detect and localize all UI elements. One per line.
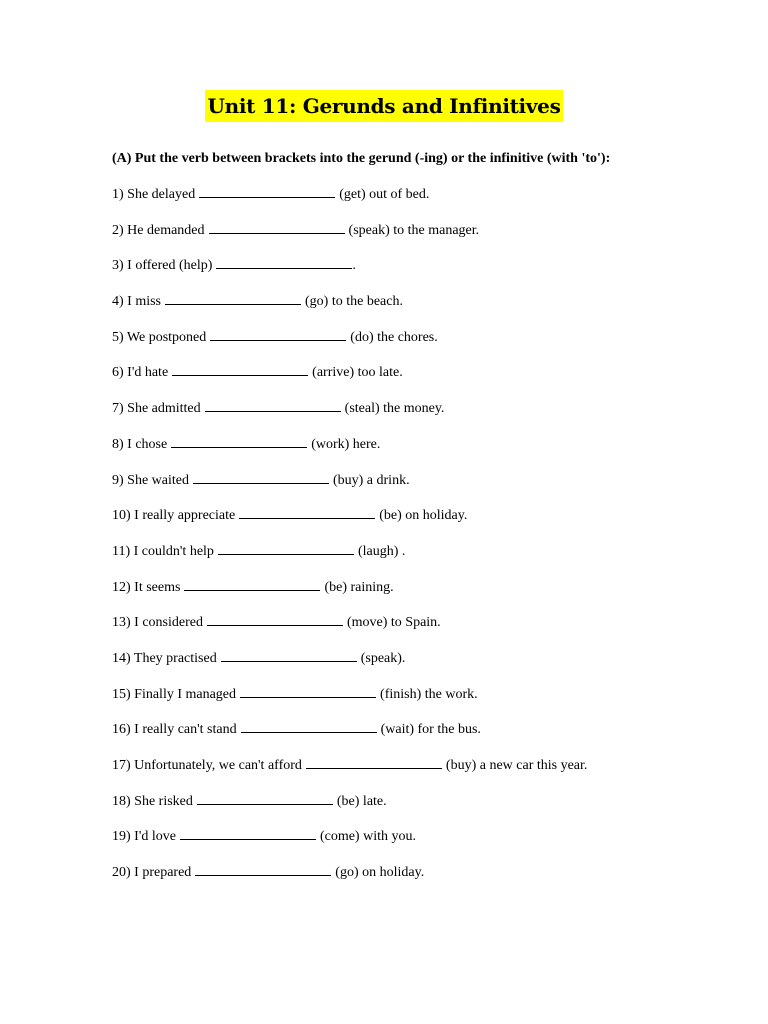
question-item: [112, 755, 587, 791]
question-text-before: 17) Unfortunately, we can't afford: [112, 758, 302, 773]
question-text-before: 4) I miss: [112, 294, 161, 310]
answer-blank[interactable]: [306, 755, 442, 769]
question-text-before: 14) They practised: [112, 650, 217, 666]
question-text-before: 19) I'd love: [112, 829, 176, 845]
question-text-after: (do) the chores.: [350, 329, 438, 345]
answer-blank[interactable]: [199, 184, 335, 198]
question-text-after: (speak) to the manager.: [348, 222, 480, 238]
question-list: [112, 184, 587, 898]
question-text-after: (come) with you.: [319, 829, 416, 845]
question-item: [112, 220, 587, 256]
question-item: [112, 470, 587, 506]
question-item: [112, 505, 587, 541]
question-text-before: 8) I chose: [112, 436, 168, 452]
answer-blank[interactable]: [221, 648, 357, 662]
question-text-before: 1) She delayed: [112, 187, 196, 202]
answer-blank[interactable]: [218, 541, 354, 555]
question-text-after: (go) on holiday.: [335, 865, 425, 881]
answer-blank[interactable]: [165, 291, 301, 305]
answer-blank[interactable]: [171, 434, 307, 448]
answer-blank[interactable]: [195, 862, 331, 876]
question-text-after: (arrive) too late.: [312, 365, 403, 381]
answer-blank[interactable]: [209, 220, 345, 234]
answer-blank[interactable]: [207, 612, 343, 626]
question-text-before: 13) I considered: [112, 615, 203, 631]
question-text-after: .: [352, 258, 356, 274]
question-item: [112, 648, 587, 684]
question-text-after: (laugh) .: [357, 543, 406, 559]
question-text-after: (go) to the beach.: [305, 294, 403, 310]
answer-blank[interactable]: [210, 327, 346, 341]
question-text-before: 18) She risked: [112, 793, 193, 809]
answer-blank[interactable]: [184, 577, 320, 591]
question-item: [112, 362, 587, 398]
question-item: [112, 184, 587, 220]
question-text-after: (wait) for the bus.: [380, 722, 481, 738]
question-item: [112, 541, 587, 577]
question-item: [112, 291, 587, 327]
question-text-after: (finish) the work.: [380, 686, 478, 702]
question-text-after: (be) raining.: [324, 579, 394, 595]
answer-blank[interactable]: [197, 791, 333, 805]
answer-blank[interactable]: [180, 826, 316, 840]
answer-blank[interactable]: [239, 505, 375, 519]
question-item: [112, 612, 587, 648]
question-text-after: (get) out of bed.: [339, 187, 430, 202]
title-container: [0, 90, 768, 122]
question-text-before: 2) He demanded: [112, 222, 205, 238]
answer-blank[interactable]: [193, 470, 329, 484]
question-text-after: (be) late.: [336, 793, 387, 809]
question-text-before: 15) Finally I managed: [112, 686, 237, 702]
question-text-after: (steal) the money.: [344, 401, 445, 417]
answer-blank[interactable]: [172, 362, 308, 376]
question-item: [112, 719, 587, 755]
question-item: [112, 577, 587, 613]
page-title: Unit 11: Gerunds and Infinitives: [205, 90, 562, 122]
question-text-after: (work) here.: [311, 436, 381, 452]
question-text-after: (be) on holiday.: [379, 508, 468, 524]
question-text-before: 10) I really appreciate: [112, 508, 236, 524]
question-text-after: (speak).: [360, 650, 406, 666]
question-item: [112, 327, 587, 363]
exercise-instruction: (A) Put the verb between brackets into the gerund (-ing) or the infinitive (with 'to'):: [112, 151, 611, 166]
answer-blank[interactable]: [240, 684, 376, 698]
question-text-before: 11) I couldn't help: [112, 543, 214, 559]
question-item: [112, 826, 587, 862]
question-item: [112, 684, 587, 720]
question-text-before: 12) It seems: [112, 579, 181, 595]
question-text-after: (buy) a drink.: [332, 472, 410, 488]
question-item: [112, 434, 587, 470]
question-text-before: 20) I prepared: [112, 865, 192, 881]
question-text-before: 9) She waited: [112, 472, 189, 488]
question-item: [112, 398, 587, 434]
question-item: [112, 791, 587, 827]
question-text-before: 3) I offered (help): [112, 258, 213, 274]
question-text-before: 7) She admitted: [112, 401, 201, 417]
answer-blank[interactable]: [205, 398, 341, 412]
question-text-after: (move) to Spain.: [346, 615, 441, 631]
question-item: [112, 862, 587, 898]
question-text-after: (buy) a new car this year.: [445, 758, 588, 773]
question-item: [112, 255, 587, 291]
question-text-before: 6) I'd hate: [112, 365, 169, 381]
question-text-before: 5) We postponed: [112, 329, 207, 345]
answer-blank[interactable]: [241, 719, 377, 733]
question-text-before: 16) I really can't stand: [112, 722, 237, 738]
answer-blank[interactable]: [216, 255, 352, 269]
